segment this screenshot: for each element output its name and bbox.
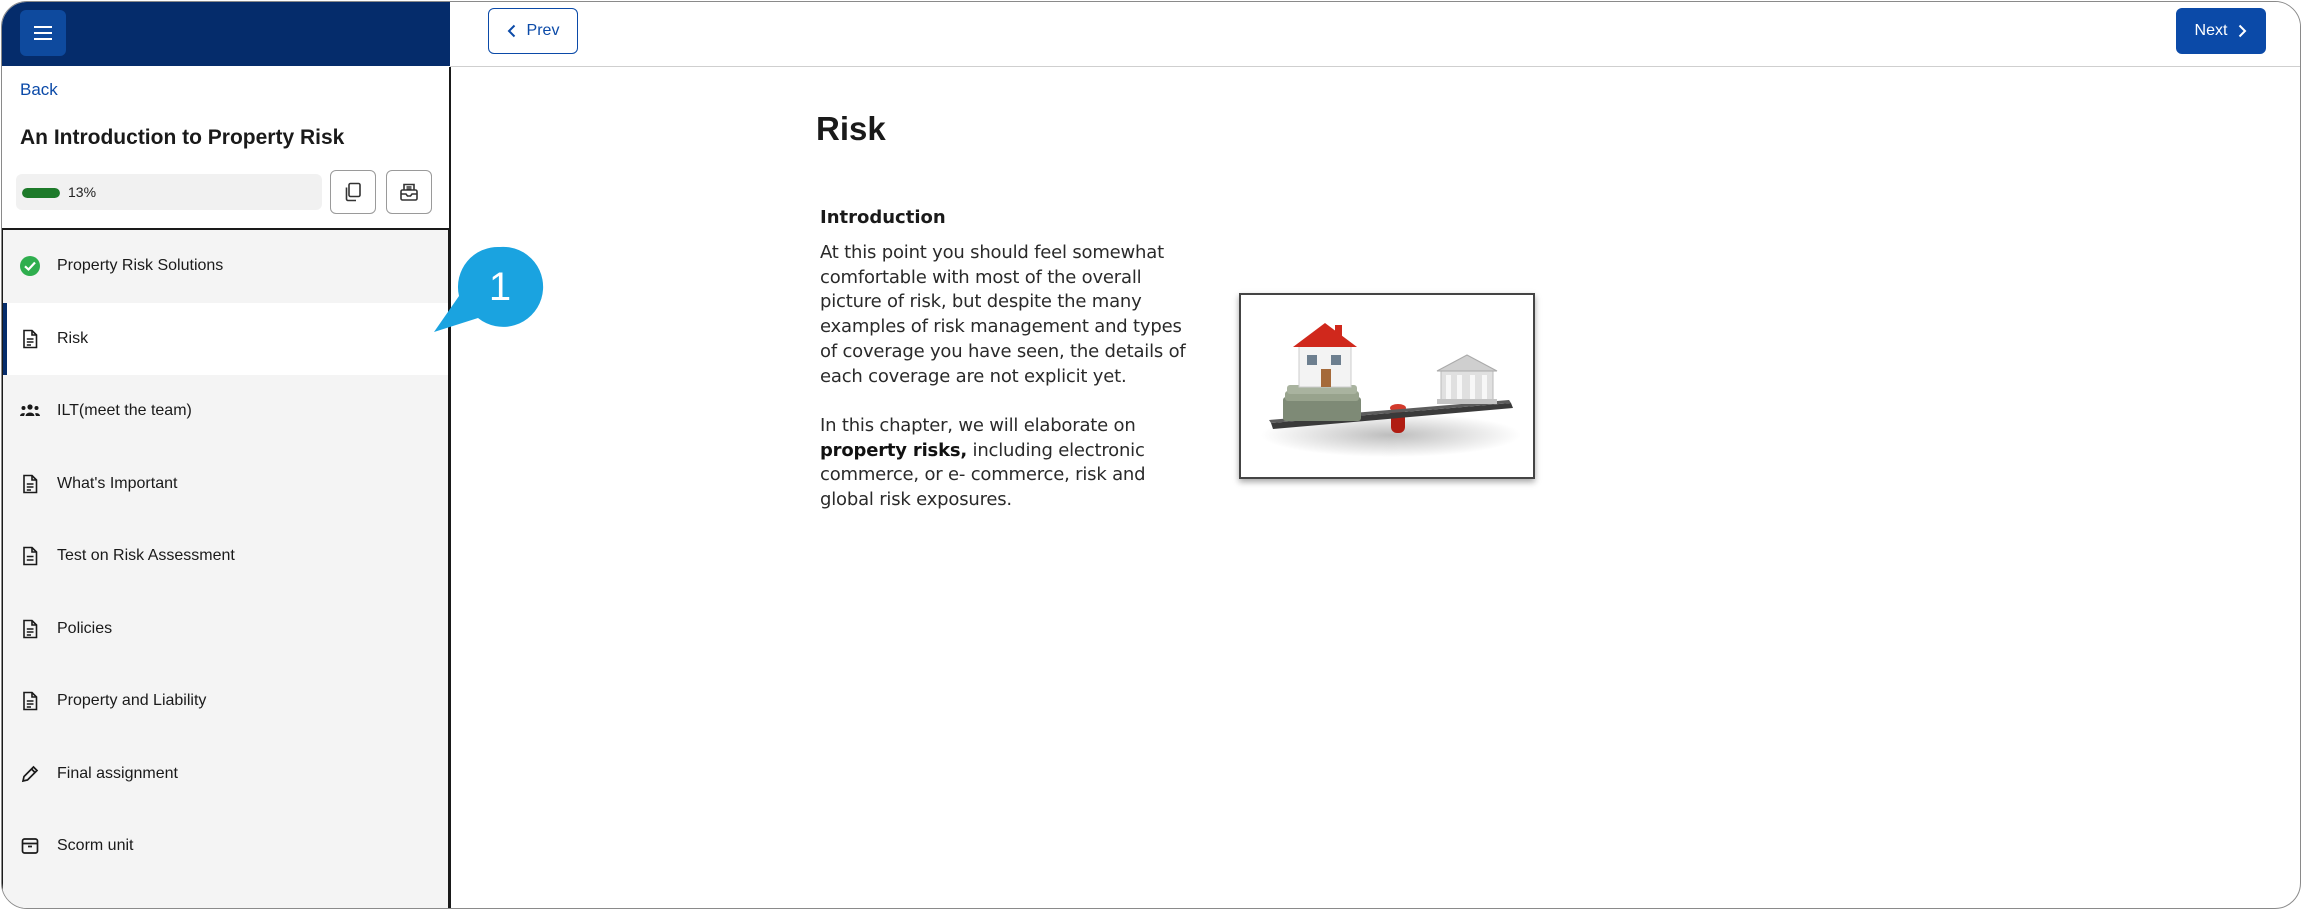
test-document-icon	[19, 545, 41, 567]
inbox-icon	[398, 181, 420, 203]
callout-number: 1	[488, 265, 512, 309]
document-icon	[19, 473, 41, 495]
risk-balance-illustration	[1239, 293, 1535, 479]
lesson-item-ilt-meet-the-team[interactable]	[3, 375, 448, 448]
lesson-item-label: Risk	[57, 329, 89, 347]
lesson-item-property-and-liability[interactable]	[3, 665, 448, 738]
course-title: An Introduction to Property Risk	[20, 126, 345, 149]
lesson-item-final-assignment[interactable]	[3, 738, 448, 811]
progress-bar-fill	[22, 188, 60, 198]
group-icon	[19, 400, 41, 422]
next-button[interactable]	[2176, 8, 2266, 54]
back-link[interactable]: Back	[20, 80, 58, 99]
menu-button[interactable]	[20, 10, 66, 56]
hamburger-icon	[33, 25, 53, 41]
lesson-item-label: Final assignment	[57, 764, 178, 782]
intro-paragraph: At this point you should feel somewhat comfortable with most of the overall picture of risk, but despite the many examples of risk management and types of coverage you have seen, the details of each coverage are not explicit yet.	[820, 242, 1186, 387]
chevron-left-icon	[507, 24, 517, 38]
lesson-item-label: ILT(meet the team)	[57, 402, 192, 420]
next-button-label: Next	[2194, 22, 2228, 39]
top-nav-bar	[450, 2, 2301, 67]
document-icon	[19, 690, 41, 712]
lesson-item-property-risk-solutions[interactable]	[3, 230, 448, 303]
page-title: Risk	[816, 110, 886, 147]
lesson-item-scorm-unit[interactable]	[3, 810, 448, 883]
lesson-item-label: Property Risk Solutions	[57, 257, 224, 275]
copy-button[interactable]	[330, 170, 376, 214]
lesson-item-label: Scorm unit	[57, 837, 134, 855]
chevron-right-icon	[2237, 24, 2247, 38]
lesson-item-policies[interactable]	[3, 593, 448, 666]
lesson-item-test-on-risk-assessment[interactable]	[3, 520, 448, 593]
lesson-list	[2, 228, 450, 909]
package-icon	[19, 835, 41, 857]
lesson-item-label: What's Important	[57, 474, 178, 492]
chapter-paragraph	[820, 414, 1200, 513]
prev-button[interactable]	[488, 8, 578, 54]
document-icon	[19, 618, 41, 640]
lesson-item-label: Property and Liability	[57, 692, 207, 710]
chapter-paragraph-prefix: In this chapter, we will elaborate on	[820, 415, 1136, 436]
sidebar	[2, 2, 450, 909]
copy-icon	[342, 181, 364, 203]
content-divider	[449, 67, 451, 909]
prev-button-label: Prev	[526, 22, 560, 39]
check-circle-icon	[19, 255, 41, 277]
chapter-paragraph-suffix: including electronic commerce, or e- commerce, risk and global risk exposures.	[820, 439, 1146, 511]
course-progress	[16, 174, 322, 210]
chapter-paragraph-bold: property risks,	[820, 439, 967, 461]
step-callout-badge	[434, 244, 544, 334]
inbox-button[interactable]	[386, 170, 432, 214]
pencil-icon	[19, 763, 41, 785]
document-icon	[19, 328, 41, 350]
sidebar-header	[2, 2, 450, 66]
lesson-item-what-s-important[interactable]	[3, 448, 448, 521]
lesson-item-label: Test on Risk Assessment	[57, 547, 235, 565]
lesson-item-label: Policies	[57, 619, 113, 637]
progress-percent-label: 13%	[68, 184, 97, 200]
progress-bar	[22, 188, 60, 198]
lesson-item-risk[interactable]	[3, 303, 448, 376]
app-window	[1, 1, 2301, 909]
section-heading: Introduction	[820, 207, 946, 228]
